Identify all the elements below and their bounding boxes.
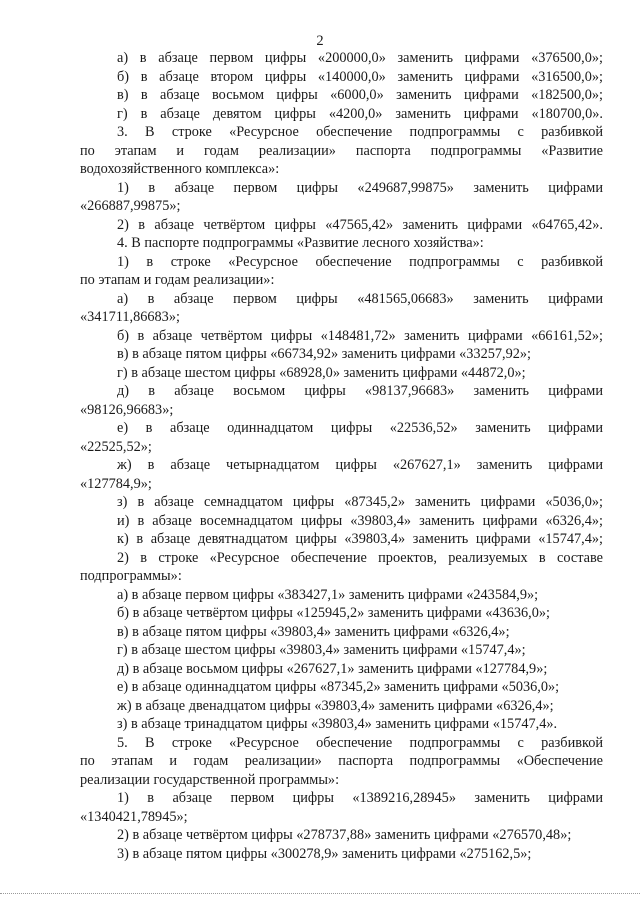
text-line: з) в абзаце семнадцатом цифры «87345,2» заменить цифрами «5036,0»; xyxy=(117,494,603,510)
document-body xyxy=(80,49,603,863)
text-line: водохозяйственного комплекса»: xyxy=(80,161,280,177)
text-line: 1) в строке «Ресурсное обеспечение подпрограммы с разбивкой xyxy=(117,253,603,270)
text-line: 2) в строке «Ресурсное обеспечение проектов, реализуемых в составе xyxy=(117,549,603,566)
text-line: по этапам и годам реализации» паспорта подпрограммы «Развитие xyxy=(80,142,603,159)
text-line: «127784,9»; xyxy=(80,475,152,492)
text-line: г) в абзаце шестом цифры «39803,4» заменить цифрами «15747,4»; xyxy=(117,642,526,658)
text-line: б) в абзаце четвёртом цифры «125945,2» заменить цифрами «43636,0»; xyxy=(117,605,550,621)
text-line: 1) в абзаце первом цифры «1389216,28945» заменить цифрами xyxy=(117,790,603,806)
text-line: по этапам и годам реализации»: xyxy=(80,272,275,288)
text-line: 4. В паспорте подпрограммы «Развитие лесного хозяйства»: xyxy=(117,235,484,251)
text-line: а) в абзаце первом цифры «383427,1» заменить цифрами «243584,9»; xyxy=(117,586,539,603)
text-line: реализации государственной программы»: xyxy=(80,771,340,788)
text-line: а) в абзаце первом цифры «200000,0» заменить цифрами «376500,0»; xyxy=(117,50,603,66)
text-line: д) в абзаце восьмом цифры «98137,96683» заменить цифрами xyxy=(117,383,603,399)
text-line: «266887,99875»; xyxy=(80,198,181,214)
text-line: а) в абзаце первом цифры «481565,06683» заменить цифрами xyxy=(117,290,603,307)
page-bottom-edge xyxy=(0,893,640,895)
text-line: в) в абзаце пятом цифры «66734,92» заменить цифрами «33257,92»; xyxy=(117,346,532,362)
text-line: д) в абзаце восьмом цифры «267627,1» заменить цифрами «127784,9»; xyxy=(117,660,548,677)
text-line: ж) в абзаце двенадцатом цифры «39803,4» заменить цифрами «6326,4»; xyxy=(117,697,554,714)
text-line: 3. В строке «Ресурсное обеспечение подпрограммы с разбивкой xyxy=(117,124,603,140)
text-line: к) в абзаце девятнадцатом цифры «39803,4» заменить цифрами «15747,4»; xyxy=(117,531,603,547)
text-line: е) в абзаце одиннадцатом цифры «87345,2» заменить цифрами «5036,0»; xyxy=(117,679,560,695)
text-line: 3) в абзаце пятом цифры «300278,9» заменить цифрами «275162,5»; xyxy=(117,845,532,862)
text-line: подпрограммы»: xyxy=(80,568,182,584)
text-line: б) в абзаце четвёртом цифры «148481,72» заменить цифрами «66161,52»; xyxy=(117,327,603,344)
text-line: 1) в абзаце первом цифры «249687,99875» заменить цифрами xyxy=(117,179,603,196)
text-line: 5. В строке «Ресурсное обеспечение подпрограммы с разбивкой xyxy=(117,734,603,751)
text-line: «1340421,78945»; xyxy=(80,808,188,825)
text-line: 2) в абзаце четвёртом цифры «47565,42» заменить цифрами «64765,42». xyxy=(117,216,603,233)
text-line: з) в абзаце тринадцатом цифры «39803,4» заменить цифрами «15747,4». xyxy=(117,716,558,732)
text-line: 2) в абзаце четвёртом цифры «278737,88» заменить цифрами «276570,48»; xyxy=(117,827,572,843)
text-line: «22525,52»; xyxy=(80,438,152,455)
text-line: в) в абзаце пятом цифры «39803,4» заменить цифрами «6326,4»; xyxy=(117,623,510,640)
text-line: е) в абзаце одиннадцатом цифры «22536,52» заменить цифрами xyxy=(117,420,603,436)
text-line: в) в абзаце восьмом цифры «6000,0» заменить цифрами «182500,0»; xyxy=(117,87,603,103)
page-number: 2 xyxy=(316,33,324,49)
text-line: «341711,86683»; xyxy=(80,309,180,325)
text-line: и) в абзаце восемнадцатом цифры «39803,4» заменить цифрами «6326,4»; xyxy=(117,512,603,529)
text-line: б) в абзаце втором цифры «140000,0» заменить цифрами «316500,0»; xyxy=(117,68,603,85)
text-line: «98126,96683»; xyxy=(80,401,174,418)
text-line: по этапам и годам реализации» паспорта подпрограммы «Обеспечение xyxy=(80,753,603,769)
text-line: г) в абзаце девятом цифры «4200,0» заменить цифрами «180700,0». xyxy=(117,105,603,122)
text-line: г) в абзаце шестом цифры «68928,0» заменить цифрами «44872,0»; xyxy=(117,364,526,381)
text-line: ж) в абзаце четырнадцатом цифры «267627,1» заменить цифрами xyxy=(117,457,603,473)
